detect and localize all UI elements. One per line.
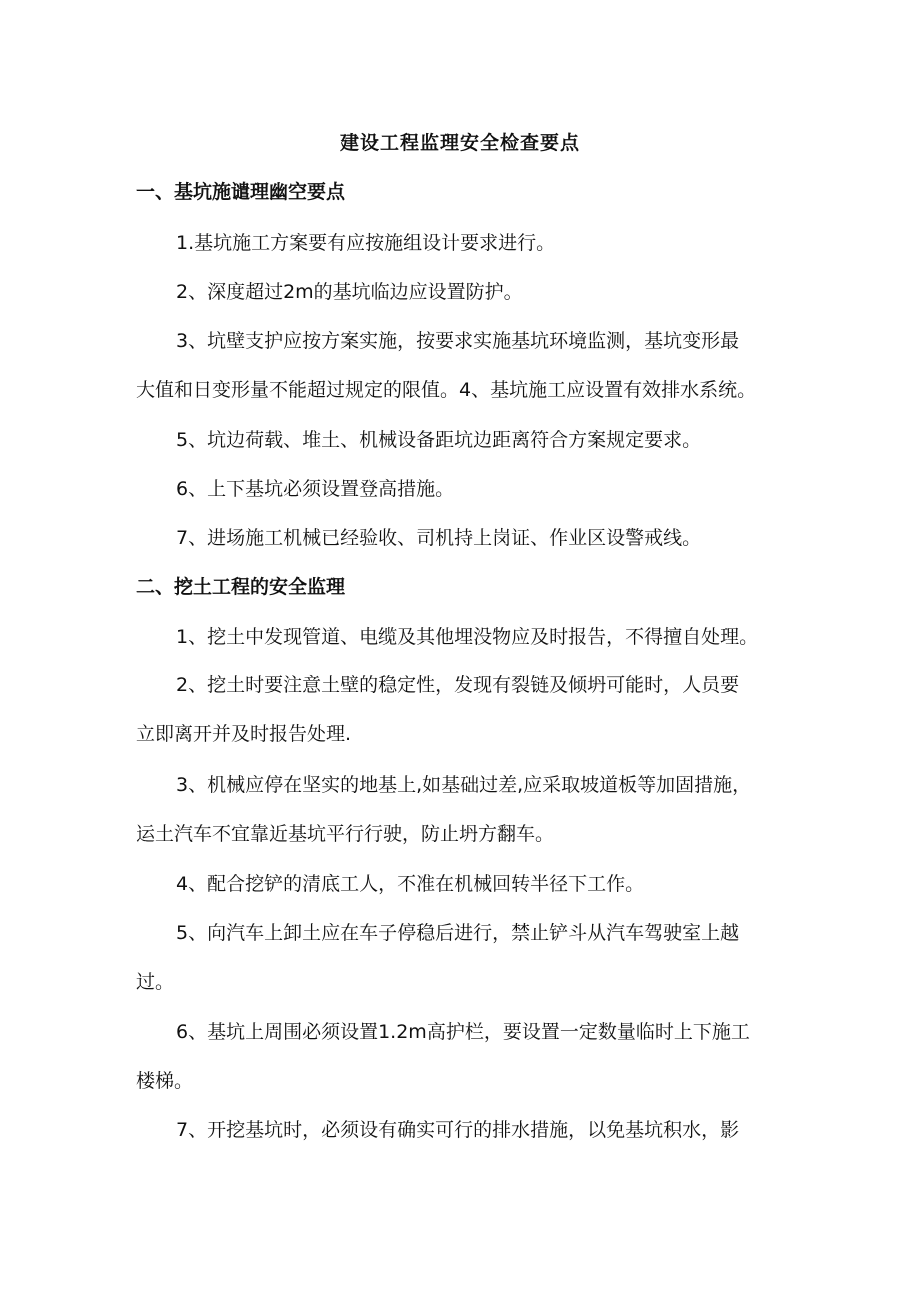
section-2-line: 楼梯。 xyxy=(136,1070,194,1092)
section-1-line: 3、坑壁支护应按方案实施，按要求实施基坑环境监测，基坑变形最 xyxy=(176,330,740,352)
section-1-line: 大值和日变形量不能超过规定的限值。4、基坑施工应设置有效排水系统。 xyxy=(136,379,757,401)
section-2-line: 5、向汽车上卸土应在车子停稳后进行，禁止铲斗从汽车驾驶室上越 xyxy=(176,922,740,944)
section-1-line: 2、深度超过2m的基坑临边应设置防护。 xyxy=(176,281,523,303)
section-2-line: 7、开挖基坑时，必须设有确实可行的排水措施，以免基坑积水，影 xyxy=(176,1119,740,1141)
section-2-line: 2、挖土时要注意土壁的稳定性，发现有裂链及倾坍可能时，人员要 xyxy=(176,674,740,696)
section-2-line: 6、基坑上周围必须设置1.2m高护栏，要设置一定数量临时上下施工 xyxy=(176,1021,750,1043)
section-2-line: 立即离开并及时报告处理. xyxy=(136,723,352,745)
section-2-heading: 二、挖土工程的安全监理 xyxy=(136,576,346,598)
section-1-line: 6、上下基坑必须设置登高措施。 xyxy=(176,478,455,500)
section-1-line: 5、坑边荷载、堆土、机械设备距坑边距离符合方案规定要求。 xyxy=(176,429,702,451)
document-title: 建设工程监理安全检查要点 xyxy=(339,132,580,154)
section-2-line: 运土汽车不宜靠近基坑平行行驶，防止坍方翻车。 xyxy=(136,823,555,845)
section-2-line: 1、挖土中发现管道、电缆及其他埋没物应及时报告，不得擅自处理。 xyxy=(176,626,759,648)
section-2-line: 过。 xyxy=(136,971,175,993)
section-1-heading: 一、基坑施谴理幽空要点 xyxy=(136,181,346,203)
section-1-line: 7、进场施工机械已经验收、司机持上岗证、作业区设警戒线。 xyxy=(176,527,702,549)
section-2-line: 3、机械应停在坚实的地基上,如基础过差,应采取坡道板等加固措施， xyxy=(176,774,752,796)
section-1-line: 1.基坑施工方案要有应按施组设计要求进行。 xyxy=(176,232,556,254)
section-2-line: 4、配合挖铲的清底工人，不准在机械回转半径下工作。 xyxy=(176,873,645,895)
